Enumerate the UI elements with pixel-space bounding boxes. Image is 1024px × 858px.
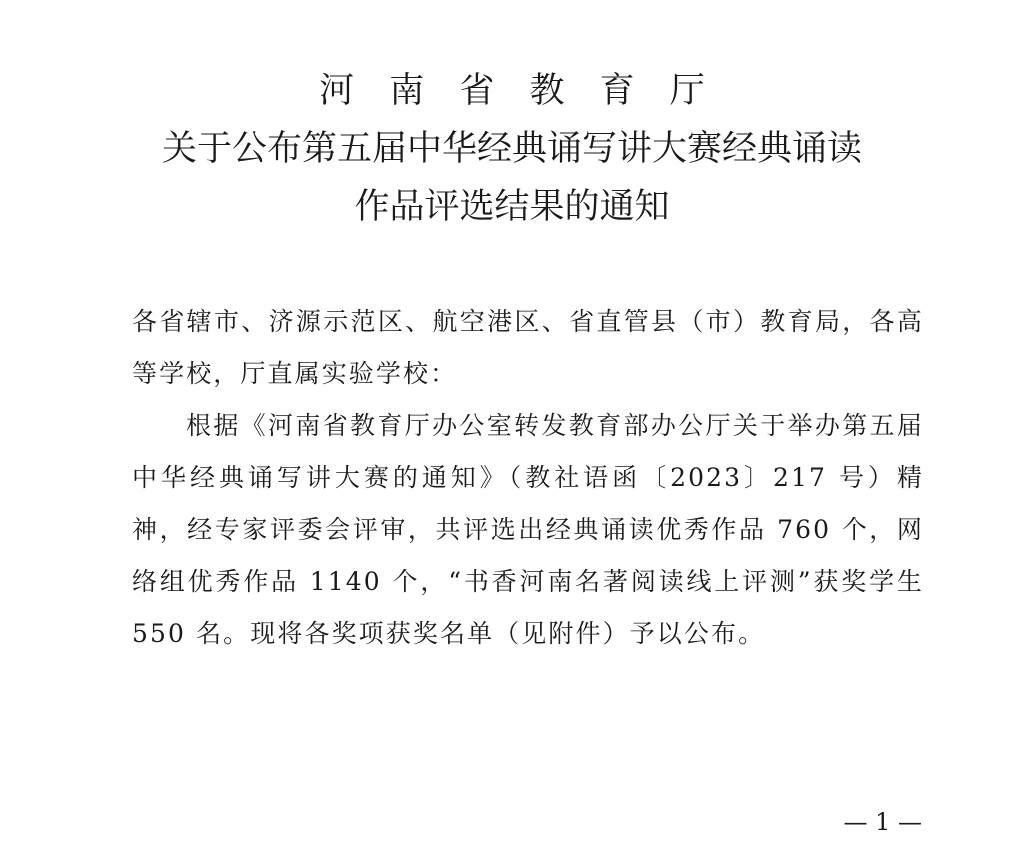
issuing-organization: 河 南 省 教 育 厅 bbox=[319, 71, 717, 111]
title-line-2: 关于公布第五届中华经典诵写讲大赛经典诵读 bbox=[161, 129, 862, 169]
document-body bbox=[132, 296, 924, 660]
body-paragraph-1: 根据《河南省教育厅办公室转发教育部办公厅关于举办第五届中华经典诵写讲大赛的通知》（教社语函〔2023〕217 号）精神，经专家评委会评审，共评选出经典诵读优秀作品 760 个，网络组优秀作品 1140 个，“书香河南名著阅读线上评测”获奖学生550 名。现将各奖项获奖名单（见附件）予以公布。 bbox=[132, 411, 924, 648]
document-title bbox=[0, 62, 1024, 236]
title-line-3: 作品评选结果的通知 bbox=[354, 187, 670, 227]
salutation: 各省辖市、济源示范区、航空港区、省直管县（市）教育局，各高等学校，厅直属实验学校： bbox=[132, 307, 924, 388]
page-number: — 1 — bbox=[843, 808, 922, 836]
